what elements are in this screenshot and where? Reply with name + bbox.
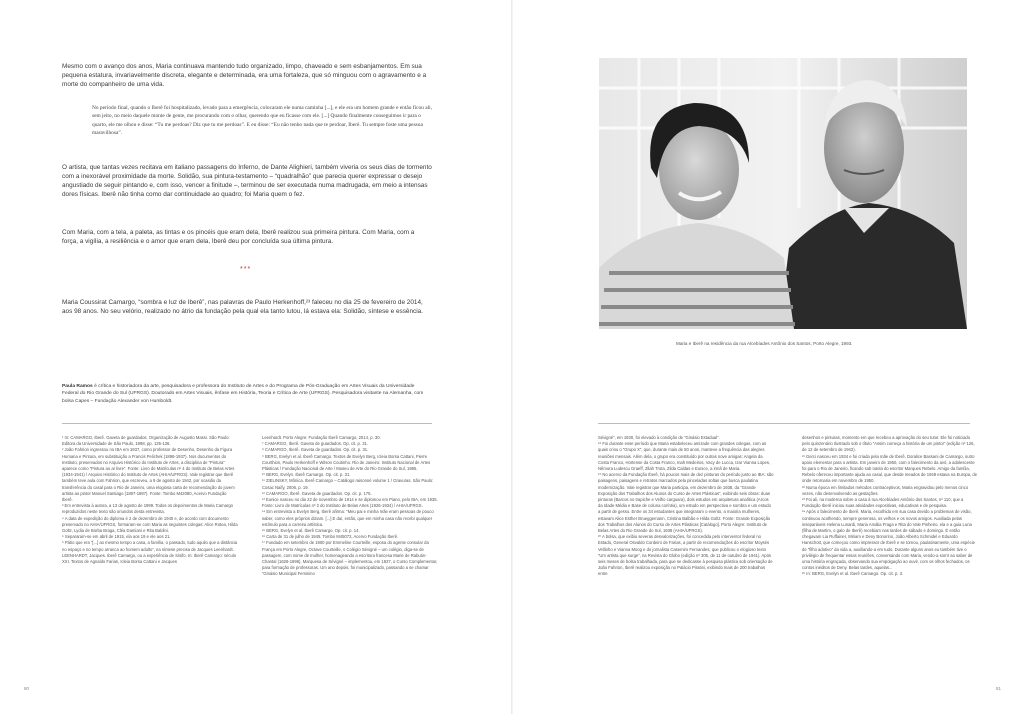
author-name: Paula Ramos xyxy=(62,384,93,389)
footnotes-column-1 xyxy=(62,435,238,565)
footnote: ⁷ CAMARGO, Iberê. Gaveta de guardados. Op. cit. p. 31. xyxy=(262,441,369,447)
page-number-left: 80 xyxy=(24,686,30,691)
footnote-divider-left xyxy=(62,423,432,424)
footnote: ²¹ Gerci nasceu em 1934 e foi criada pela mãe de Iberê, Doralice Bassani de Camargo, outro apoio elementar para o artista. Em janeiro de 1950, com o falecimento da avó, a adolescente foi para o Rio de Janeiro, ficando sob tutela do escritor Marques Rebelo. Amigo da família, Rebelo ofereceu importante ajuda ao casal, que desde meados de 1948 estava na Europa, de onde retornaria em novembro de 1950. xyxy=(802,453,978,484)
section-divider-stars: *** xyxy=(240,266,252,273)
footnote-divider-right xyxy=(598,423,970,424)
footnote: ⁴ A data de expedição do diploma é 2 de dezembro de 1940 e, de acordo com documento preservado no AHIA/UFRGS, formaram-se com Maria as seguintes colegas: Alice Rotea, Hilda Goltz, Lydia de Borba Braga, Cléa Damiani e Rita Baldini. xyxy=(62,515,238,534)
footnote: Leenhardt. Porto Alegre: Fundação Iberê Camargo, 2014, p. 30. xyxy=(262,435,381,440)
block-quote-text: No período final, quando o Iberê foi hospitalizado, levado para a emergência, colocaram ele numa caminha [...], e ele era um homem grande e então ficou ali, sem jeito, no meio daquele monte de gente, me procurando com o olhar, querendo que eu ficasse com ele. [...] Quando finalmente conseguimos ir para o quarto, ele me olhou e disse: “Tu me perdoas? Diz que tu me perdoas”. E eu disse: “Eu não tenho nada que te perdoar, Iberê. Tu sempre foste uma pessoa maravilhosa”. xyxy=(92,105,432,136)
footnote: ¹ In: CAMARGO, Iberê. Gaveta de guardados. Organização de Augusto Massi. São Paulo: Editora da Universidade de São Paulo, 1998, pp. 135-136. xyxy=(62,435,230,447)
author-bio xyxy=(62,383,432,405)
block-quote xyxy=(92,104,432,137)
footnote: ¹² CAMARGO, Iberê. Gaveta de guardados. Op. cit. p. 175. xyxy=(262,490,372,496)
paragraph-2-text: O artista, que tantas vezes recitava em italiano passagens do Inferno, de Dante Alighieri, também viveria os seus dias de tormento com a inexorável proximidade da morte. Solidão, sua pintura-testamento – “quadralhão” que parecia querer expressar o desejo angustiado de seguir pintando e, com isso, vencer a finitude –, terminou de ser executada numa madrugada, em meio a intensas dores físicas. Iberê não tinha como dar continuidade ao quadro; foi Maria quem o fez. xyxy=(62,164,432,198)
footnote: ²⁰ A bolsa, que exibiu severas desvalorizações, foi concedida pelo interventor federal no Estado, General Osvaldo Cordeiro de Farias, a partir de recomendações do escritor Moysés Vellinho e Vianna Moog e do jornalista Casemiro Fernandes, que publicou o elogioso texto “Um artista que surge”, na Revista do Globo (edição nº 305, de 11 de outubro de 1941). Após seis meses de bolsa trabalhada, para que se dedicasse à pesquisa plástica sob orientação de João Fahrion, Iberê realizou exposição no Palácio Piratini, exibindo mais de 200 trabalhos entre xyxy=(598,534,773,577)
footnote: ¹⁵ BERG, Evelyn et al. Iberê Camargo. Op. cit. p. 14. xyxy=(262,528,360,534)
footnote: ¹⁸ Foi durante esse período que Maria estabeleceu amizade com grandes colegas, com as quais criou o “Grupo X”, que, durante mais de 50 anos, manteve a frequência das alegres reuniões mensais. Além dela, o grupo era constituído por outras nove amigas: Angela da Costa Franco, Hortense da Costa Franco, Inah Medeiros, Vacy de Lucca, Izar Vianna Lopes, Nêmora Ludescu Graeff, Zilah Trota, Zilda Caldas e Eunice, a irmã de Maria. xyxy=(598,441,771,472)
paragraph-1 xyxy=(62,62,432,89)
footnotes-column-3 xyxy=(598,435,774,578)
footnote: Sévigné”, em 1930, foi elevado à condição de “Ginásio Estadual”. xyxy=(598,435,720,440)
couple-photograph xyxy=(599,58,967,329)
footnote: ¹⁷ Fundado em setembro de 1900 por Emmeline Courteille, esposa do agente consular da França em Porto Alegre, Octave Courteille, o Colégio Sévigné – um colégio, diga-se de passagem, com nome de mulher, homenageando a escritora francesa Marie de Rabutin-Chantal (1626-1696), Marquesa de Sévigné – implementou, em 1927, o Curso Complementar, para formação de professoras. Um ano depois, foi municipalizado, passando a se chamar “Ginásio Municipal Feminino xyxy=(262,540,438,577)
photo-caption: Maria e Iberê na residência da rua Alcebíades Antônio dos Santos, Porto Alegre, 1993. xyxy=(676,341,853,346)
footnote: ⁶ Pátio que era “[...] ao mesmo tempo a casa, a família, o passado, tudo aquilo que a distância no espaço e no tempo arranca ao homem adulto”, na síntese precisa de Jacques Leenhardt. LEENHARDT, Jacques. Iberê Camargo, ou a experiência de Sísifo. In: Iberê Camargo: século XXI. Textos de Agnaldo Farias, Icleia Borsa Cattani e Jacques xyxy=(62,540,238,565)
footnote: ¹⁰ BERG, Evelyn. Iberê Camargo. Op. cit. p. 31. xyxy=(262,472,351,478)
page-number-right: 81 xyxy=(996,686,1002,691)
paragraph-3-text: Com Maria, com a tela, a paleta, as tintas e os pincéis que eram dela, Iberê realizou sua primeira pintura. Com Maria, com a força, a vigília, a resiliência e o amor que eram dela, Iberê deu por concluída sua última pintura. xyxy=(62,229,415,245)
paragraph-4-text: Maria Coussirat Camargo, “sombra e luz de Iberê”, nas palavras de Paulo Herkenhoff,²³ faleceu no dia 25 de fevereiro de 2014, aos 98 anos. No seu velório, realizado no átrio da fundação pela qual ela tanto lutou, lá estava ela: Solidão, síntese e essência. xyxy=(62,299,423,315)
footnote: ² João Fahrion ingressou no IBA em 1937, como professor de Desenho, Desenho da Figura Humana e Pintura, em substituição a Francis Pelichek (1896-1937). Nos documentos do Instituto, preservados no Arquivo Histórico do Instituto de Artes, a disciplina de “Pintura” aparece como “Pintura ao ar livre”. Fonte: Livro de Matrículas nº 4 do Instituto de Belas Artes (1934-1941) / Arquivo Histórico do Instituto de Artes (AHIA/UFRGS). Vale registrar que Iberê também teve aula com Fahrion, que escreveu, a 9 de agosto de 1942, por ocasião da transferência do casal para o Rio de Janeiro, uma elogiosa carta de recomendação do jovem artista ao pintor Manuel Santiago (1897-1987). Fonte: Tombo M42080, Acervo Fundação Iberê. xyxy=(62,447,235,503)
footnote: ⁸ CAMARGO, Iberê. Gaveta de guardados. Op. cit. p. 31. xyxy=(262,447,369,453)
paragraph-4 xyxy=(62,298,432,316)
footnote: ¹⁹ No acervo da Fundação Iberê, há poucos mais de dez pinturas do período junto ao IBA: são paisagens, paisagens e retratos marcados pela pinceladas soltas que busca paulatina modernização. Vale registrar que Maria participa, em dezembro de 1938, da “Grande Exposição dos Trabalhos dos Alunos do Curso de Artes Plásticas”, exibindo seis obras: duas pinturas (Barcos no trapiche e Velho carguara), dois estudos em arquitetura analítica (Arcos da Idade Média e Base de coluna coríntia), um estudo em perspectiva e sombra e um estudo a partir de gesso. Entre os 34 estudantes que integraram o evento, a maioria mulheres, estavam Alice Esther Brueggemann, Cristina Balbão e Hilda Goltz. Fonte: Grande Exposição dos Trabalhos dos Alunos do Curso de Artes Plásticas [Catálogo]. Porto Alegre: Instituto de Belas Artes do Rio Grande do Sul, 1938 (AHIA/UFRGS). xyxy=(598,472,774,534)
paragraph-1-text: Mesmo com o avanço dos anos, Maria continuava mantendo tudo organizado, limpo, chaveado e sem esbanjamentos. Em sua pequena estatura, invariavelmente discreta, elegante e determinada, era uma fortaleza, que só minguou com o agravamento e a morte do companheiro de uma vida. xyxy=(62,63,427,88)
footnote: ¹⁶ Carta de 31 de julho de 1945. Tombo M45072, Acervo Fundação Iberê. xyxy=(262,534,399,540)
footnote: ¹¹ ZIELINSKY, Mônica. Iberê Camargo – Catálogo raisonné volume 1 / Gravuras. São Paulo: Cosac Naify, 2006, p. 19. xyxy=(262,478,434,490)
author-bio-text: é crítica e historiadora da arte, pesquisadora e professora do Instituto de Artes e do Programa de Pós-Graduação em Artes Visuais da Universidade Federal do Rio Grande do Sul (UFRGS). Doutorado em Artes Visuais, ênfase em História, Teoria e Crítica de Arte (UFRGS). Pesquisadora visitante na Alemanha, com bolsa Capes – Fundação Alexander von Humboldt. xyxy=(62,384,424,404)
footnote: ²⁵ In: BERG, Evelyn et al. Iberê Camargo. Op. cit. p. 3. xyxy=(802,571,904,577)
footnote: ⁵ Separaram-se em abril de 1915, ela aos 19 e ele aos 21. xyxy=(62,534,171,540)
footnote: ¹⁴ Em entrevista a Evelyn Berg, Iberê afirma: “Meu pai e minha mãe eram pessoas de pouco saber, como eles próprios diziam. [...] E daí, então, que em minha casa não recebi qualquer estímulo para a carreira artística. xyxy=(262,509,434,527)
footnote: ³ Em entrevista à autora, a 13 de agosto de 1999. Todos os depoimentos de Maria Camargo reproduzidos neste texto são oriundos desta entrevista. xyxy=(62,503,234,515)
footnotes-column-4 xyxy=(802,435,978,578)
footnote: desenhos e pinturas, momento em que recebeu a aprovação do seu tutor. Ele foi noticiado pelo quinzenário Ilustrado sob o título “Assim começa a história de um pintor” (edição nº 126, de 12 de setembro de 1942). xyxy=(802,435,975,453)
footnote: ⁹ BERG, Evelyn et al. Iberê Camargo. Textos de Evelyn Berg, Icleia Borsa Cattani, Pierre Courthion, Paulo Herkenhoff e Wilson Coutinho. Rio de Janeiro: Instituto Nacional de Artes Plásticas / Fundação Nacional de Arte / Museu de Arte do Rio Grande do Sul, 1985. xyxy=(262,453,431,472)
footnote: ²² Numa época em limitados métodos contraceptivos, Maria engravidou pelo menos cinco vezes, não desenvolvendo as gestações. xyxy=(802,484,969,496)
paragraph-2 xyxy=(62,163,432,199)
paragraph-3 xyxy=(62,228,432,246)
footnote: ¹³ Eunice nasceu no dia 22 de novembro de 1914 e se diplomou em Piano, pelo IBA, em 1935. Fonte: Livro de Matrículas nº 2 do Instituto de Belas Artes (1926-1934) / AHIA/UFRGS. xyxy=(262,497,438,509)
footnote: ²³ Foi ali, na moderna sobre a casa à rua Alcebíades Antônio dos Santos, nº 110, que a Fundação Iberê iniciou suas atividades expositivas, educativas e de pesquisa. xyxy=(802,497,964,509)
right-page xyxy=(512,0,1024,714)
footnotes-column-2 xyxy=(262,435,438,578)
footnote: ²⁴ Após o falecimento de Iberê, Maria, escolhida em sua casa devido a problemas de visão, continuou acolhendo, sempre generosa, os velhos e os novos amigos. Auxiliada pelas inseparáveis Helena Lunardi, Maria Amália Fraga e Rita do Vale Pinheiro, ela e a guia Luna (filha de Martim, o galo de Iberê) recebiam nas tardes de sábado e domingo. É então chegavam Lia Ruffainer, Miriam e Deny Bonorino, João Alberto Schmidel e Eduardo Hanschott, que começou como impressor de Iberê e se tornou, paulatinamente, uma espécie de “filho adotivo” da vida a, auxiliando-a em tudo. Durante alguns anos eu também tive o privilégio de frequentar essas reuniões, conversando com Maria, vendo-a sorrir ao saber de uma história engraçada, observando sua empolgação ao ouvir, com os olhos fechados, os contos inéditos de Deny. Belas tardes, aquelas... xyxy=(802,509,975,571)
